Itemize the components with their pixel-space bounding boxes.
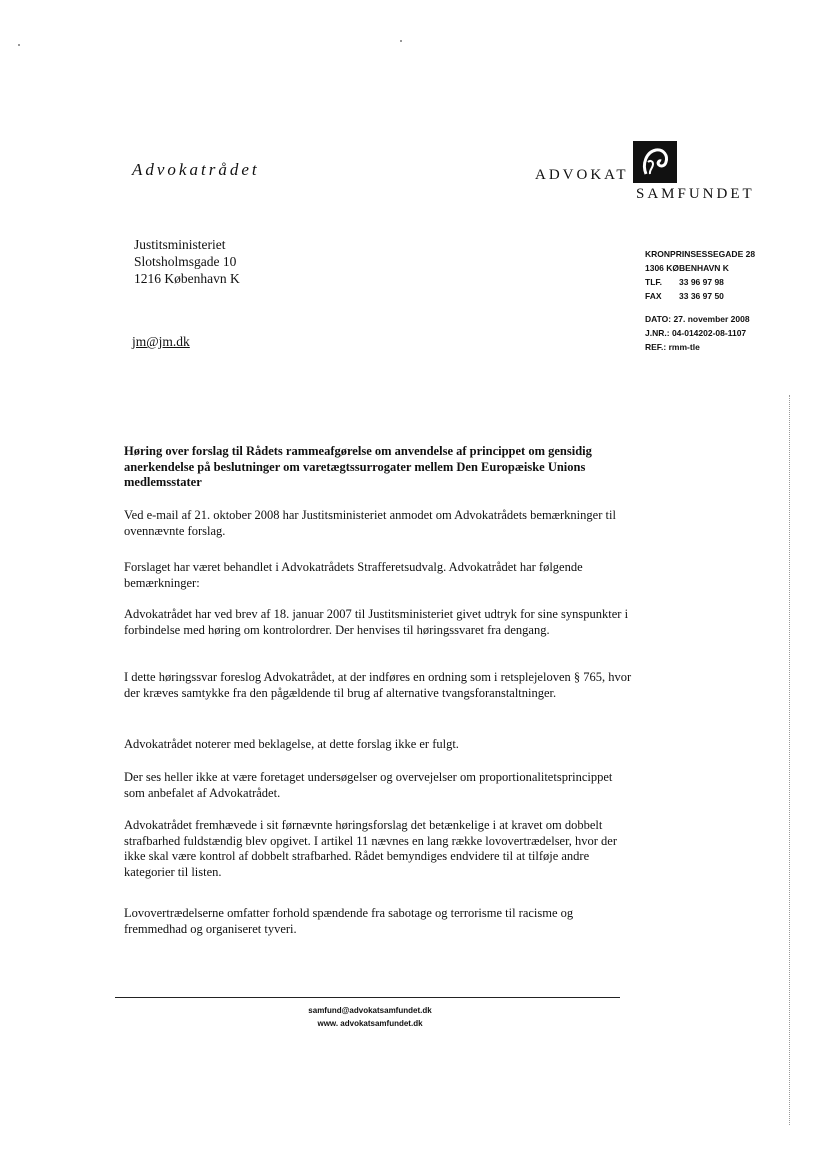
journal-number xyxy=(645,326,755,340)
advokatraadet-wordmark: Advokatrådet xyxy=(132,160,260,179)
logo-word-samfundet: SAMFUNDET xyxy=(636,186,755,202)
paragraph-1 xyxy=(124,508,636,539)
scan-speck xyxy=(18,44,20,46)
paragraph-7 xyxy=(124,818,636,880)
date-label: DATO: xyxy=(645,314,672,324)
scan-edge-marks xyxy=(789,395,792,1125)
paragraph-3 xyxy=(124,607,636,638)
paragraph-text: Forslaget har været behandlet i Advokatrådets Strafferetsudvalg. Advokatrådet har følgende bemærkninger: xyxy=(124,560,583,590)
jnr-value: 04-014202-08-1107 xyxy=(671,328,747,338)
phone-value: 33 96 97 98 xyxy=(679,277,724,287)
paragraph-text: Advokatrådet noterer med beklagelse, at dette forslag ikke er fulgt. xyxy=(124,737,459,751)
sender-info xyxy=(645,247,755,354)
fax-value: 33 36 97 50 xyxy=(679,291,724,301)
phone-label: TLF. xyxy=(645,277,662,287)
paragraph-6 xyxy=(124,770,636,801)
sender-city: 1306 KØBENHAVN K xyxy=(645,263,729,273)
sender-street: KRONPRINSESSEGADE 28 xyxy=(645,249,756,259)
footer-email-link[interactable]: samfund@advokatsamfundet.dk xyxy=(308,1006,432,1015)
advokatsamfundet-logo-icon xyxy=(632,140,678,184)
date-value: 27. november 2008 xyxy=(673,314,750,324)
recipient-line: 1216 København K xyxy=(134,271,240,286)
paragraph-text: Advokatrådet fremhævede i sit førnævnte høringsforslag det betænkelige i at kravet om dobbelt strafbarhed fuldstændig blev opgivet. I artikel 11 nævnes en lang række lovovertrædelser, hvor der ikke skal være kontrol af dobbelt strafbarhed. Rådet bemyndiges endvidere til at tilføje andre kategorier til listen. xyxy=(124,818,618,879)
paragraph-text: Der ses heller ikke at være foretaget undersøgelser og overvejelser om proportionalitetsprincippet som anbefalet af Advokatrådet. xyxy=(124,770,613,800)
paragraph-text: Ved e-mail af 21. oktober 2008 har Justitsministeriet anmodet om Advokatrådets bemærkninger til ovennævnte forslag. xyxy=(124,508,616,538)
footer-divider xyxy=(115,997,620,998)
logo-word-advokat: ADVOKAT xyxy=(535,167,629,183)
paragraph-8 xyxy=(124,906,636,937)
recipient-line: Justitsministeriet xyxy=(134,237,226,252)
heading-text: Høring over forslag til Rådets rammeafgørelse om anvendelse af princippet om gensidig anerkendelse på beslutninger om varetægtssurrogater mellem Den Europæiske Unions medlemsstater xyxy=(124,444,592,489)
letter-date xyxy=(645,312,755,326)
recipient-email-link[interactable]: jm@jm.dk xyxy=(132,334,190,349)
reference xyxy=(645,340,755,354)
scan-speck xyxy=(400,40,402,42)
ref-label: REF.: xyxy=(645,342,667,352)
recipient-address xyxy=(134,236,240,287)
fax-label: FAX xyxy=(645,291,662,301)
paragraph-text: I dette høringssvar foreslog Advokatrådet, at der indføres en ordning som i retsplejeloven § 765, hvor der kræves samtykke fra den pågældende til brug af alternative tvangsforanstaltninger. xyxy=(124,670,632,700)
paragraph-5 xyxy=(124,737,636,753)
sender-phone xyxy=(645,275,755,289)
paragraph-text: Advokatrådet har ved brev af 18. januar 2007 til Justitsministeriet givet udtryk for sine synspunkter i forbindelse med høring om kontrolordrer. Der henvises til høringssvaret fra dengang. xyxy=(124,607,629,637)
ref-value: rmm-tle xyxy=(668,342,700,352)
jnr-label: J.NR.: xyxy=(645,328,670,338)
recipient-line: Slotsholmsgade 10 xyxy=(134,254,237,269)
sender-fax xyxy=(645,289,755,303)
paragraph-text: Lovovertrædelserne omfatter forhold spændende fra sabotage og terrorisme til racisme og fremmedhad og organiseret tyveri. xyxy=(124,906,574,936)
footer-web-link[interactable]: www. advokatsamfundet.dk xyxy=(317,1019,423,1028)
subject-heading xyxy=(124,444,636,491)
paragraph-4 xyxy=(124,670,636,701)
paragraph-2 xyxy=(124,560,636,591)
